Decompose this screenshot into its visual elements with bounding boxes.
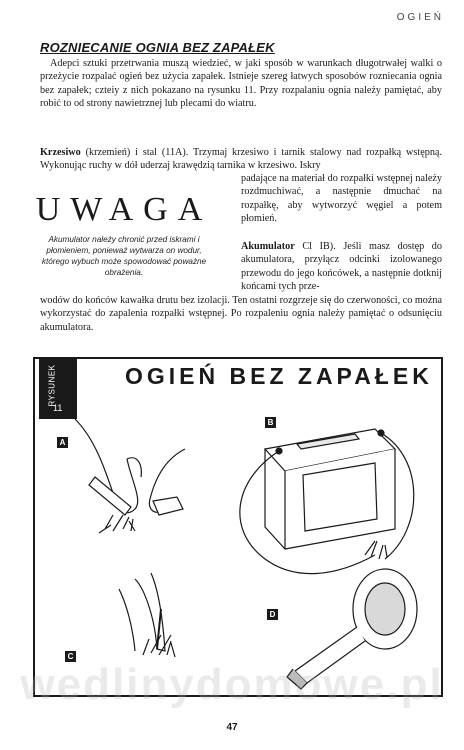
akumulator-paragraph-continued: wodów do końców kawałka drutu bez izolacji. Ten ostatni rozgrzeje się do czerwoności, co można wykorzystać do zapalenia rozpałki wstępnej. Po rozpaleniu ognia należy pamiętać o odsunięciu akumulatora. — [40, 295, 442, 333]
flint-and-steel-illustration — [75, 419, 185, 533]
krzesiwo-text: (krzemień) i stal (11A). Trzymaj krzesiwo i tarnik stalowy nad rozpałką wstępną. Wykonując ruchy w dół uderzaj krawędzią tarnika w krzesiwo. Iskry — [40, 147, 442, 172]
section-title: ROZNIECANIE OGNIA BEZ ZAPAŁEK — [40, 40, 275, 55]
panel-label-c: C — [65, 651, 76, 662]
panel-label-b: B — [265, 417, 276, 428]
page-number: 47 — [226, 722, 238, 733]
panel-label-d: D — [267, 609, 278, 620]
intro-paragraph: Adepci sztuki przetrwania muszą wiedzieć, w jaki sposób w warunkach długotrwałej walki o przeżycie rozpalać ogień bez użycia zapałek. Istnieje szereg łatwych sposobów rozniecania ognia bez zapałek; czteiy z nich pokazano na rysunku 11. Przy rozpalaniu ognia należy pamiętać, aby robić to od strony nawietrznej lub plecami do wiatru. — [40, 58, 442, 110]
figure-11 — [33, 357, 443, 697]
figure-tab-label: RYSUNEK — [47, 364, 57, 407]
warning-text: Akumulator należy chronić przed iskrami i płomieniem, ponieważ wytwarza on wodur, którego wybuch może spowodować poważne obrażenia. — [41, 235, 207, 277]
page-header-label: OGIEŃ — [396, 12, 444, 23]
krzesiwo-term: Krzesiwo — [40, 147, 81, 158]
battery-illustration — [240, 429, 414, 574]
akumulator-text: Cl IB). Jeśli masz dostęp do akumulatora, przyłącz odcinki izolowanego przewodu do jego końcówek, a następnie dotknij końcami tych prze- — [241, 241, 442, 293]
akumulator-paragraph — [241, 240, 442, 294]
akumulator-term: Akumulator — [241, 241, 295, 252]
warning-title: UWAGA — [35, 191, 213, 228]
figure-tab-number: 11 — [53, 403, 63, 413]
figure-illustrations — [35, 359, 441, 695]
warning-box — [24, 186, 224, 286]
krzesiwo-paragraph-continued: padające na materiał do rozpałki wstępnej należy rozdmuchiwać, a następnie dmuchać na rozpałkę, aby wytworzyć węgiel a potem płomień. — [241, 173, 442, 225]
watermark: wedlinydomowe.pl — [20, 660, 444, 709]
krzesiwo-paragraph — [40, 146, 442, 173]
panel-label-a: A — [57, 437, 68, 448]
stick-and-bow-illustration — [119, 573, 175, 657]
figure-title: OGIEŃ BEZ ZAPAŁEK — [125, 363, 433, 389]
